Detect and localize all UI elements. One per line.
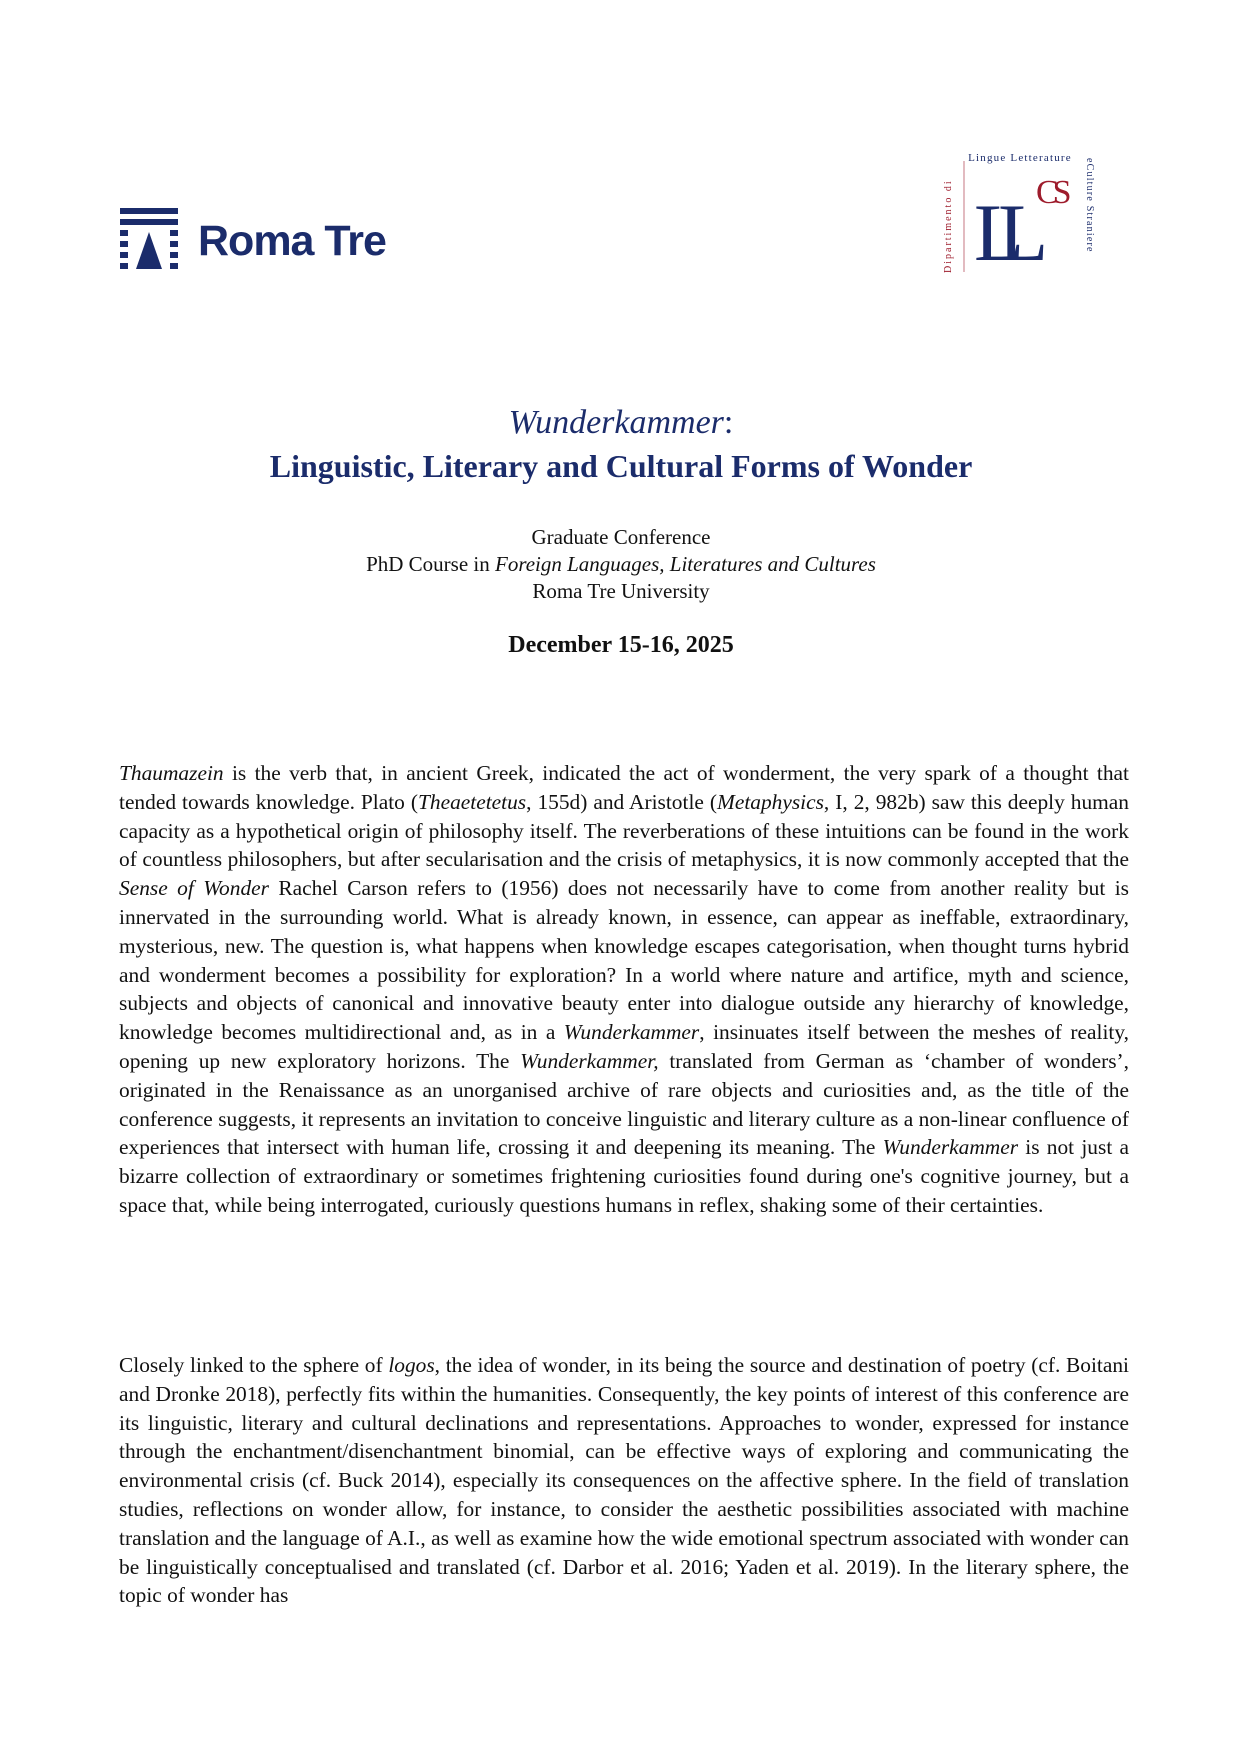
title-line-2: Linguistic, Literary and Cultural Forms of Wonder bbox=[269, 448, 973, 484]
logo-monogram-red: CS bbox=[1036, 174, 1066, 211]
p1-italic-6: Wunderkammer, bbox=[520, 1048, 659, 1073]
p1-text-4: Rachel Carson refers to (1956) does not necessarily have to come from another reality but is innervated in the surrounding world. What is already known, in essence, can appear as ineffable, extraordinary, mysterious, new. The question is, what happens when knowledge escapes categorisation, when thought turns hybrid and wonderment becomes a possibility for exploration? In a world where nature and artifice, myth and science, subjects and objects of canonical and innovative beauty enter into dialogue outside any hierarchy of knowledge, knowledge becomes multidirectional and, as in a bbox=[119, 876, 1130, 1045]
logo-right-text: eCulture Straniere bbox=[1084, 158, 1095, 253]
p1-italic-7: Wunderkammer bbox=[882, 1135, 1019, 1160]
conference-subtitle bbox=[0, 524, 1242, 605]
subtitle-line-2-italic: Foreign Languages, Literatures and Cultures bbox=[495, 552, 876, 576]
title-colon: : bbox=[723, 404, 734, 441]
p2-text-1: Closely linked to the sphere of bbox=[119, 1353, 389, 1377]
p1-italic-1: Thaumazein bbox=[119, 761, 224, 785]
p1-text-1: is the verb that, in ancient Greek, indicated the act of wonderment, the very spark of a thought that tended towards knowledge. Plato ( bbox=[119, 761, 1129, 814]
p1-text-3: , I, 2, 982b) saw this deeply human capacity as a hypothetical origin of philosophy itself. The reverberations of these intuitions can be found in the work of countless philosophers, but after secularisation and the crisis of metaphysics, it is now commonly accepted that the bbox=[119, 789, 1129, 872]
body-paragraph-2 bbox=[119, 1351, 1129, 1610]
p1-text-6: translated from German as ‘chamber of wonders’, originated in the Renaissance as an unorganised archive of rare objects and curiosities and, as the title of the conference suggests, it represents an invitation to conceive linguistic and literary culture as a non-linear confluence of experiences that intersect with human life, crossing it and deepening its meaning. The bbox=[119, 1048, 1129, 1160]
p2-text-2: , the idea of wonder, in its being the source and destination of poetry (cf. Boitani and Dronke 2018), perfectly fits within the humanities. Consequently, the key points of interest of this conference are its linguistic, literary and cultural declinations and representations. Approaches to wonder, expressed for instance through the enchantment/disenchantment binomial, can be effective ways of exploring and communicating the environmental crisis (cf. Buck 2014), especially its consequences on the affective sphere. In the field of translation studies, reflections on wonder allow, for instance, to consider the aesthetic possibilities associated with machine translation and the language of A.I., as well as examine how the wide emotional spectrum associated with wonder can be linguistically conceptualised and translated (cf. Darbor et al. 2016; Yaden et al. 2019). In the literary sphere, the topic of wonder has bbox=[119, 1353, 1129, 1608]
roma-tre-wordmark: Roma Tre bbox=[198, 216, 386, 265]
p1-italic-5: Wunderkammer bbox=[563, 1020, 700, 1045]
subtitle-line-2-prefix: PhD Course in bbox=[366, 552, 495, 576]
p1-text-7: is not just a bizarre collection of extraordinary or sometimes frightening curiosities found during one's cognitive journey, but a space that, while being interrogated, curiously questions humans in reflex, shaking some of their certainties. bbox=[119, 1135, 1129, 1217]
roma-tre-emblem-icon bbox=[120, 208, 178, 274]
logo-monogram-black: LL bbox=[974, 187, 1023, 278]
p1-text-2: , 155d) and Aristotle ( bbox=[526, 789, 717, 814]
body-paragraph-1 bbox=[119, 759, 1129, 1220]
p1-italic-4: Sense of Wonder bbox=[119, 876, 269, 901]
logo-left-text: Dipartimento di bbox=[943, 179, 954, 273]
roma-tre-logo bbox=[120, 208, 386, 274]
p1-text-5: , insinuates itself between the meshes of reality, opening up new exploratory horizons. The bbox=[119, 1020, 1129, 1073]
title-italic-word: Wunderkammer bbox=[508, 404, 724, 441]
subtitle-line-1: Graduate Conference bbox=[531, 525, 711, 549]
p2-italic-1: logos bbox=[388, 1353, 435, 1377]
department-llcs-logo bbox=[940, 148, 1100, 278]
title-line-1 bbox=[0, 402, 1242, 444]
conference-dates: December 15-16, 2025 bbox=[508, 632, 734, 658]
conference-title bbox=[0, 402, 1242, 488]
p1-italic-3: Metaphysics bbox=[717, 789, 824, 814]
subtitle-line-3: Roma Tre University bbox=[532, 579, 710, 603]
p1-italic-2: Theaetetetus bbox=[417, 789, 527, 814]
logo-top-text: Lingue Letterature bbox=[968, 152, 1072, 164]
subtitle-line-2 bbox=[0, 551, 1242, 578]
